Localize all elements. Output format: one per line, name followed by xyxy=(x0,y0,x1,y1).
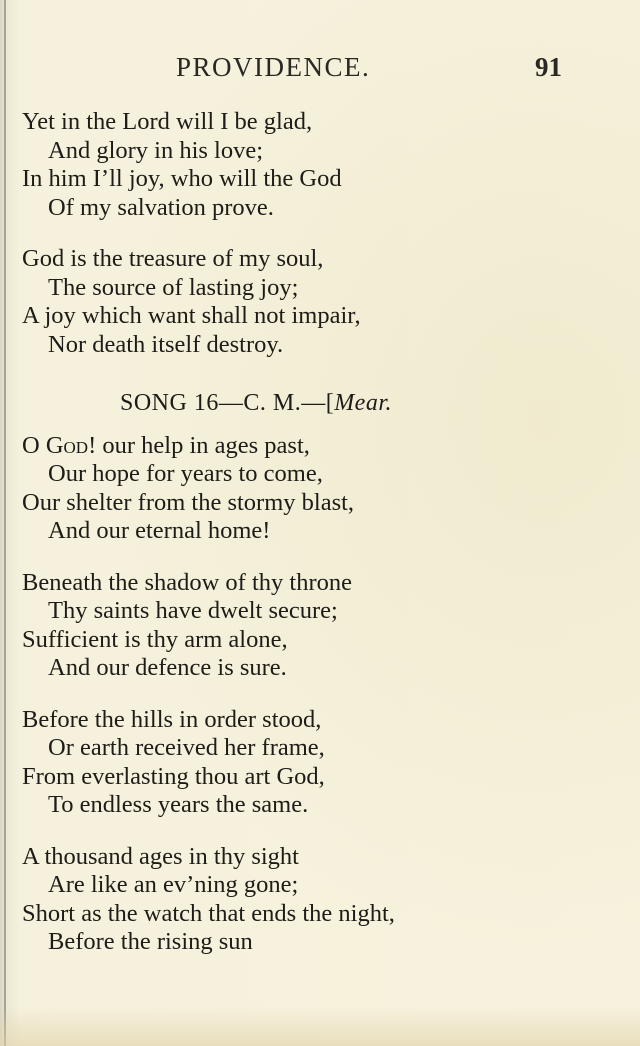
verse-line: Yet in the Lord will I be glad, xyxy=(22,108,313,135)
verse-line: Our shelter from the stormy blast, xyxy=(22,488,355,516)
page-number: 91 xyxy=(535,52,562,82)
verse-line: Or earth received her frame, xyxy=(48,734,325,761)
verse-text: O xyxy=(22,431,46,459)
stanza xyxy=(22,569,622,683)
verse-line: Before the rising sun xyxy=(48,928,253,955)
verse-line: Of my salvation prove. xyxy=(48,193,274,221)
verse-line: The source of lasting joy; xyxy=(48,273,299,301)
verse-line: In him I’ll joy, who will the God xyxy=(22,165,342,192)
running-title: PROVIDENCE. xyxy=(176,52,371,82)
small-caps-god: God xyxy=(45,431,89,459)
verse-line: A thousand ages in thy sight xyxy=(22,842,299,870)
verse-line: Nor death itself destroy. xyxy=(48,330,284,358)
verse-line: God is the treasure of my soul, xyxy=(22,245,324,272)
verse-line: To endless years the same. xyxy=(48,791,309,818)
page-spine-edge xyxy=(4,0,6,1046)
verse-line: Our hope for years to come, xyxy=(48,460,323,487)
verse-line: Before the hills in order stood, xyxy=(22,705,322,733)
verse-line xyxy=(22,432,622,461)
verse-text: ! our help in ages past, xyxy=(88,431,310,459)
stanza xyxy=(22,245,622,359)
song-number-meter: SONG 16—C. M.—[ xyxy=(120,390,335,416)
stanza xyxy=(22,706,622,820)
stanza xyxy=(22,843,622,957)
verse-line: Thy saints have dwelt secure; xyxy=(48,597,338,624)
page-body xyxy=(22,108,622,980)
verse-line: Beneath the shadow of thy throne xyxy=(22,568,352,596)
verse-line: Short as the watch that ends the night, xyxy=(22,899,395,927)
page-bottom-shade xyxy=(0,1006,640,1046)
verse-line: And our eternal home! xyxy=(48,517,271,544)
verse-line: And our defence is sure. xyxy=(48,654,287,681)
stanza xyxy=(22,432,622,546)
verse-line: Are like an ev’ning gone; xyxy=(48,871,299,898)
verse-line: A joy which want shall not impair, xyxy=(22,302,361,329)
stanza xyxy=(22,108,622,222)
page-header xyxy=(0,52,640,86)
verse-line: From everlasting thou art God, xyxy=(22,762,325,790)
verse-line: Sufficient is thy arm alone, xyxy=(22,625,288,653)
tune-name: Mear. xyxy=(334,390,393,416)
song-heading xyxy=(22,389,622,418)
verse-line: And glory in his love; xyxy=(48,136,264,164)
